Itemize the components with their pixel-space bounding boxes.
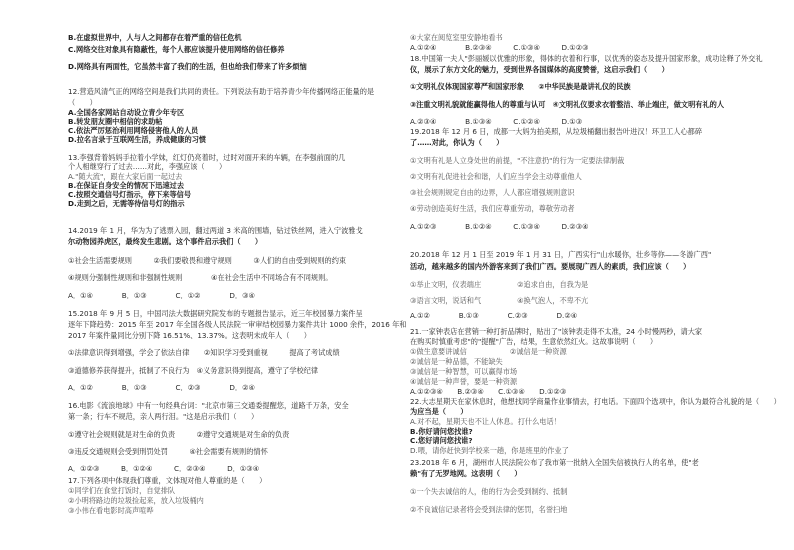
text-line: A．①②③ B．①②④ C．②③④ D．①③④ — [68, 464, 260, 473]
text-line: C.您好请问您找谁? — [410, 436, 473, 445]
text-line: A.①②④ B.②③④ C.①③④ D.①②③ — [410, 43, 589, 52]
text-line: 16.电影《流浪地球》中有一句经典台词："北京市第三交通委提醒您，道路千万条，安全 — [68, 401, 349, 410]
text-line: ①遵守社会规则就是对生命的负责 ②遵守交通规是对生命的负责 — [68, 430, 290, 439]
text-line: 了……对此，你认为（ ） — [410, 138, 504, 147]
text-line: B.你好请问您找谁? — [410, 427, 473, 436]
text-line: 15.2018 年 9 月 5 日，中国司法大数据研究院发布的专题报告显示，近三年校园暴力案件呈 — [68, 309, 363, 318]
text-line: A.②③④ B.①③④ C.①②④ D.①③ — [410, 117, 583, 126]
text-line: A．①② B．①③ C．②③ D．②④ — [68, 383, 255, 392]
text-line: 第一条；行车不规范，亲人两行泪。"这是启示我们（ ） — [68, 412, 259, 421]
text-line: A.①② B.①③ C.②③ D.②④ — [410, 311, 578, 320]
text-line: 逐年下降趋势：2015 年至 2017 年全国各级人民法院一审审结校园暴力案件共计 1000 余件，2016 年和 — [68, 320, 407, 329]
text-line: D.走到之后，无需等待信号灯的指示 — [68, 199, 185, 208]
text-line: 赖"有了无罗地网。这表明（ ） — [410, 469, 522, 478]
text-line: ④诚信是一种声誉，要是一种资源 — [410, 377, 518, 386]
text-line: ①社会生活需要规则 ②我们要敬畏和遵守规则 ③人们的自由受到规则的约束 — [68, 256, 347, 265]
text-line: B.转发朋友圈中相信的求助帖 — [68, 117, 163, 126]
text-line: ③小伟在看电影时高声喧哗 — [68, 506, 154, 515]
text-line: ①举止文明，仪表端庄 ②追求自由，自我为是 — [410, 280, 589, 289]
text-line: ③违反交通规则会受到刑罚处罚 ④社会需要有规则的情怀 — [68, 447, 268, 456]
text-line: ①法律意识得到增强，学会了依法自律 ②知识学习受到重视 提高了考试成绩 — [68, 348, 340, 357]
text-line: 20.2018 年 12 月 1 日至 2019 年 1 月 31 日，广西实行"山水暖你，壮乡等你——冬游广西" — [410, 250, 712, 259]
text-line: ②文明有礼促进社会和谐，人们应当学会主动尊重他人 — [410, 172, 582, 181]
text-line: ①同学们在食堂打饭时，自觉排队 — [68, 486, 176, 495]
text-line: D.喂，请你赶快到学校来一趟，你是班里的作业了 — [410, 446, 569, 455]
text-line: ①做生意要讲诚信 ②诚信是一种资源 — [410, 347, 567, 356]
text-line: C.按照交通信号灯指示，停下来等信号 — [68, 190, 192, 199]
text-line: 2017 年案件量同比分别下降 16.51%、13.37%。这表明未成年人（ ） — [68, 331, 311, 340]
text-line: 尔动物园养虎区，最终发生悲剧。这个事件启示我们（ ） — [68, 237, 263, 246]
text-line: C.依法严厉惩治利用网络侵害他人的人员 — [68, 126, 199, 135]
text-line: ④劳动创造美好生活，我们应尊重劳动，尊敬劳动者 — [410, 204, 575, 213]
text-line: 12.营造风清气正的网络空间是我们共同的责任。下列说法有助于培养青少年传播网络正能量的是 — [68, 87, 375, 96]
text-line: 在购买时慎重考虑"的"提醒"广告，结果，生意依然红火。这故事说明（ ） — [410, 337, 658, 346]
text-line: B.在虚拟世界中，人与人之间都存在着严重的信任危机 — [68, 33, 242, 42]
text-line: 22.大志星期天在家休息时，他想找同学商量作业事情去，打电话。下面四个选项中，你认为最符合礼貌的是（ ） — [410, 397, 781, 406]
text-line: ①文明礼仪体现国家尊严和国家形象 ②中华民族是最讲礼仪的民族 — [410, 82, 631, 91]
text-line: 仪，展示了东方文化的魅力，受到世界各国媒体的高度赞誉，这启示我们（ ） — [410, 65, 669, 74]
text-line: ③道德修养获得提升，抵制了不良行为 ④义务意识得到提高，遵守了学校纪律 — [68, 366, 319, 375]
text-line: A.①②③④ B.②③④ C.①③④ D.①②③ — [410, 387, 567, 396]
text-line: A.①②③ B.①②④ C.①③④ D.②③④ — [410, 222, 589, 231]
text-line: 19.2018 年 12 月 6 日，成都一大妈为拍美照，从垃圾桶翻出报告叶进汉！环卫工人心都碎 — [410, 127, 703, 136]
text-line: ③社会规则规定自由的边界，人人都应增强规则意识 — [410, 188, 575, 197]
text-line: 17.下列各项中体现我们尊重，文体现对他人尊重的是（ ） — [68, 476, 267, 485]
text-line: ②诚信是一种品德，不能缺失 — [410, 357, 503, 366]
text-line: D.网络具有两面性，它虽然丰富了我们的生活，但也给我们带来了许多烦恼 — [68, 62, 307, 71]
text-line: 21.一家钟表店在营销一种打折品牌时，贴出了"该钟表走得不太准，24 小时慢两秒，请大家 — [410, 327, 703, 336]
text-line: A.对不起，星期天也不让人休息。打什么电话！ — [410, 417, 561, 426]
text-line: ④大家在阅览室里安静地看书 — [410, 33, 503, 42]
text-line: ④规则分强制性规则和非强制性规则 ④在社会生活中不同场合有不同规则。 — [68, 273, 333, 282]
text-line: ①文明有礼是人立身处世的前提，"不注意扔"的行为一定要法律制裁 — [410, 156, 625, 165]
text-line: 个人相继穿行了过去……对此，李强应该（ ） — [68, 162, 227, 171]
text-line: 23.2018 年 6 月，湖州市人民法院公布了我市第一批纳入全国失信被执行人的名单，使"老 — [410, 458, 699, 467]
text-line: 为应当是（ ） — [410, 407, 468, 416]
text-line: 13.李强背着妈妈手拉着小学妹，红灯仍亮着时，过时对面开来的车辆，在李强前面的几 — [68, 153, 346, 162]
text-line: ②不良诚信记录者将会受到法律的惩罚，名誉扫地 — [410, 505, 568, 514]
text-line: D.拉名言录于互联网生活，养成健康的习惯 — [68, 135, 207, 144]
text-line: 14.2019 年 1 月，华为为了逃票入园，翻过两道 3 米高的围墙，钻过铁丝网，进入宁波雅戈 — [68, 226, 363, 235]
text-line: 活动，越来越多的国内外游客来到了我们广西。要展现广西人的素质，我们应该（ ） — [410, 262, 691, 271]
text-line: A.全国各家网站自动设立青少年专区 — [68, 108, 185, 117]
text-line: （ ） — [68, 98, 97, 107]
text-line: ③语言文明，说话和气 ④换气泡人，不卑不亢 — [410, 296, 589, 305]
text-line: B.在保证自身安全的情况下迅速过去 — [68, 181, 185, 190]
text-line: C.网络交往对象具有隐蔽性，每个人都应该提升使用网络的信任修养 — [68, 45, 285, 54]
text-line: ③诚信是一种智慧，可以赢得市场 — [410, 367, 518, 376]
text-line: A."随大流"，跟在大家后面一起过去 — [68, 172, 183, 181]
text-line: ②小明将路边的垃圾捡起来，放入垃圾桶内 — [68, 496, 204, 505]
text-line: ③注重文明礼貌就能赢得他人的尊重与认可 ④文明礼仪要求衣着整洁、举止端庄，做文明有礼的人 — [410, 100, 725, 109]
text-line: A．①④ B．①③ C．①② D．③④ — [68, 291, 255, 300]
text-line: 18.中国第一夫人"彭丽媛以优雅的形象，得体的衣着和行事，以优秀的姿态及提升国家形象，成功诠释了外交礼 — [410, 54, 763, 63]
text-line: ①一个失去诚信的人，他的行为会受到制约、抵制 — [410, 487, 568, 496]
